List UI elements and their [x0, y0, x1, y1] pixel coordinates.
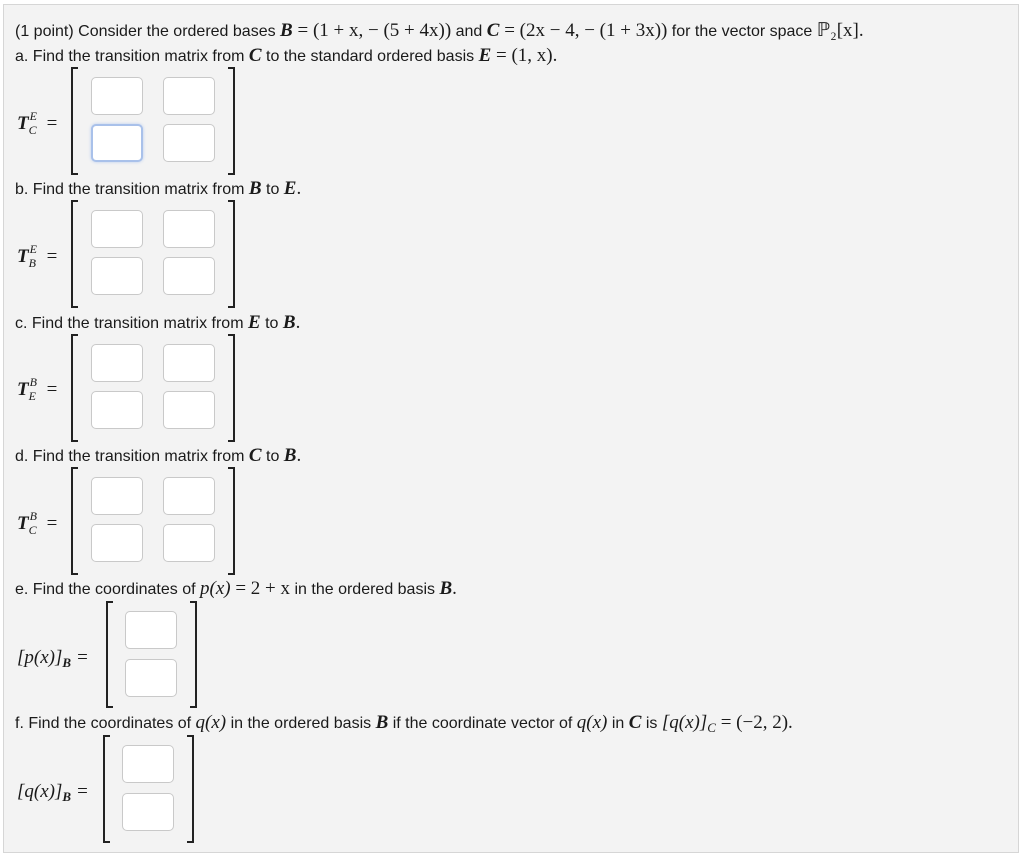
matrix-b-right-bracket	[228, 200, 235, 308]
matrix-a-right-bracket	[228, 67, 235, 175]
part-d-lhs: T B C =	[17, 508, 58, 537]
matrix-c-right-bracket	[228, 334, 235, 442]
matrix-c-left-bracket	[71, 334, 78, 442]
part-a-text: a. Find the transition matrix from C to the standard ordered basis E = (1, x).	[15, 45, 558, 66]
answer-f-r2[interactable]	[122, 793, 174, 831]
problem-panel	[3, 4, 1019, 853]
problem-intro: (1 point) Consider the ordered bases B = (1 + x, − (5 + 4x)) and C = (2x − 4, − (1 + 3x)) for the vector space ℙ₂[x].	[15, 20, 864, 41]
answer-b-r2c2[interactable]	[163, 257, 215, 295]
answer-d-r1c1[interactable]	[91, 477, 143, 515]
answer-e-r1[interactable]	[125, 611, 177, 649]
vector-f-left-bracket	[103, 735, 110, 843]
answer-b-r1c1[interactable]	[91, 210, 143, 248]
vector-f-right-bracket	[187, 735, 194, 843]
part-c-text: c. Find the transition matrix from E to B.	[15, 312, 301, 333]
part-a-lhs: T E C =	[17, 108, 58, 137]
answer-a-r1c1[interactable]	[91, 77, 143, 115]
answer-a-r2c2[interactable]	[163, 124, 215, 162]
part-b-text: b. Find the transition matrix from B to E.	[15, 178, 302, 199]
answer-f-r1[interactable]	[122, 745, 174, 783]
answer-c-r1c1[interactable]	[91, 344, 143, 382]
part-e-text: e. Find the coordinates of p(x) = 2 + x in the ordered basis B.	[15, 578, 457, 599]
answer-d-r2c1[interactable]	[91, 524, 143, 562]
part-f-text: f. Find the coordinates of q(x) in the ordered basis B if the coordinate vector of q(x) in C is $[q(x)]_C = (-2$, 2).	[15, 712, 793, 735]
part-c-lhs: T B E =	[17, 374, 58, 403]
answer-a-r2c1[interactable]	[91, 124, 143, 162]
part-b-lhs: T E B =	[17, 241, 58, 270]
part-e-lhs: $[p(x)]_B$ =	[17, 647, 88, 670]
matrix-d-right-bracket	[228, 467, 235, 575]
answer-c-r2c1[interactable]	[91, 391, 143, 429]
matrix-d-left-bracket	[71, 467, 78, 575]
answer-c-r1c2[interactable]	[163, 344, 215, 382]
answer-c-r2c2[interactable]	[163, 391, 215, 429]
vector-e-left-bracket	[106, 601, 113, 708]
answer-b-r1c2[interactable]	[163, 210, 215, 248]
answer-d-r1c2[interactable]	[163, 477, 215, 515]
vector-e-right-bracket	[190, 601, 197, 708]
part-d-text: d. Find the transition matrix from C to B.	[15, 445, 302, 466]
answer-e-r2[interactable]	[125, 659, 177, 697]
matrix-b-left-bracket	[71, 200, 78, 308]
answer-b-r2c1[interactable]	[91, 257, 143, 295]
answer-a-r1c2[interactable]	[163, 77, 215, 115]
matrix-a-left-bracket	[71, 67, 78, 175]
part-f-lhs: $[q(x)]_B$ =	[17, 781, 88, 804]
answer-d-r2c2[interactable]	[163, 524, 215, 562]
